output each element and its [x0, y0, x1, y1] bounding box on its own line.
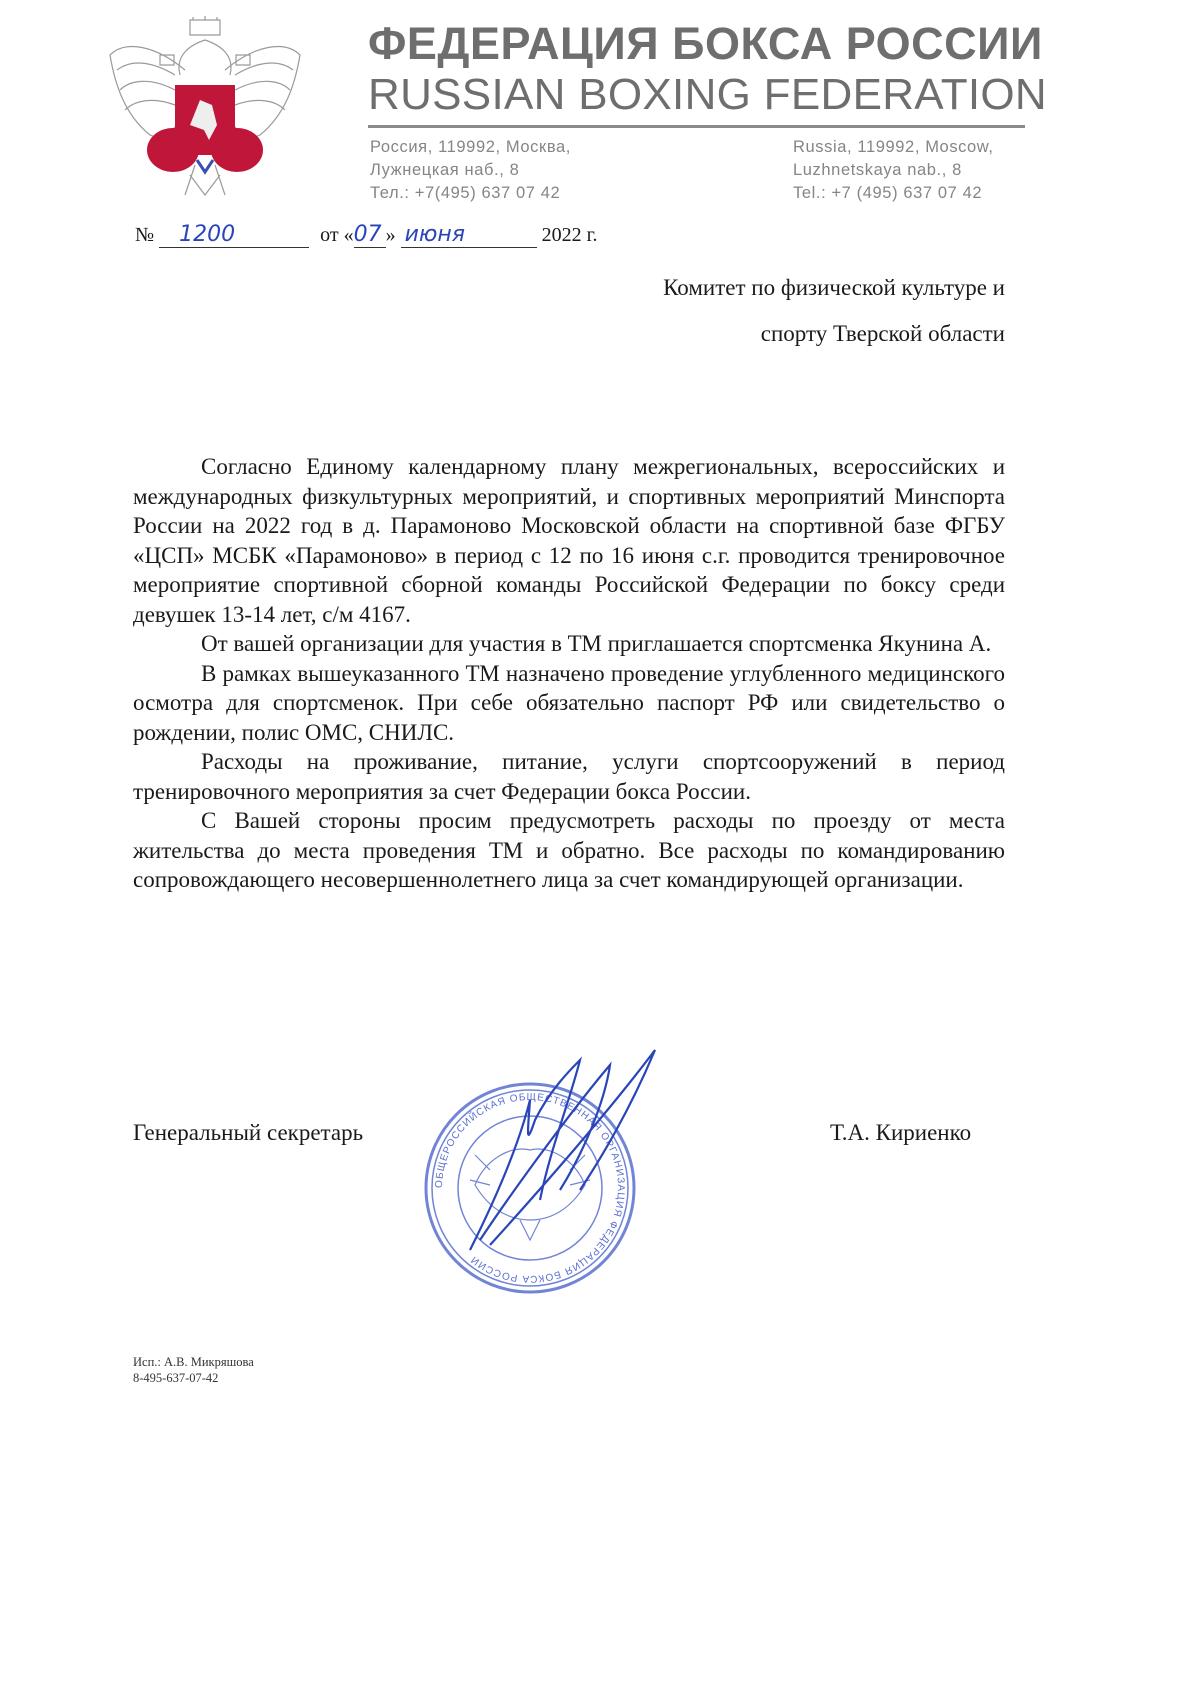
address-ru-line: Лужнецкая наб., 8 [370, 161, 520, 179]
letterhead-divider [368, 125, 1025, 128]
svg-text:ОБЩЕРОССИЙСКАЯ ОБЩЕСТВЕННАЯ ОР [434, 1092, 626, 1284]
quote-open: « [343, 224, 354, 246]
letter-year: 2022 г. [541, 224, 598, 246]
addressee-line: спорту Тверской области [760, 321, 1005, 346]
footer-executor [133, 1354, 254, 1386]
from-label: от [320, 224, 339, 246]
federation-title-en: RUSSIAN BOXING FEDERATION [368, 70, 1047, 119]
address-ru [370, 136, 571, 205]
federation-emblem-logo [105, 15, 305, 205]
quote-close: » [385, 224, 396, 246]
address-ru-line: Россия, 119992, Москва, [370, 138, 571, 156]
address-en-line: Russia, 119992, Moscow, [793, 138, 994, 156]
letter-number: 1200 [179, 222, 236, 247]
body-paragraph: Расходы на проживание, питание, услуги спортсооружений в период тренировочного мероприятия за счет Федерации бокса России. [133, 749, 1005, 804]
signer-name: Т.А. Кириенко [830, 1120, 972, 1145]
body-paragraph: От вашей организации для участия в ТМ приглашается спортсменка Якунина А. [201, 631, 992, 656]
letter-body [133, 452, 1005, 895]
address-ru-line: Тел.: +7(495) 637 07 42 [370, 184, 561, 202]
body-paragraph: В рамках вышеуказанного ТМ назначено проведение углубленного медицинского осмотра для спортсменок. При себе обязательно паспорт РФ или свидетельство о рождении, полис ОМС, СНИЛС. [133, 660, 1005, 745]
body-paragraph: Согласно Единому календарному плану межрегиональных, всероссийских и международных физкультурных мероприятий, и спортивных мероприятий Минспорта России на 2022 год в д. Парамоново Московской области на спортивной базе ФГБУ «ЦСП» МСБК «Парамоново» в период с 12 по 16 июня с.г. проводится тренировочное мероприятие спортивной сборной команды Российской Федерации по боксу среди девушек 13-14 лет, с/м 4167. [133, 454, 1005, 627]
letter-day: 07 [353, 222, 382, 247]
address-en [793, 136, 994, 205]
reference-line [135, 222, 598, 248]
federation-title-ru: ФЕДЕРАЦИЯ БОКСА РОССИИ [368, 18, 1043, 69]
number-label: № [135, 224, 155, 246]
signer-position: Генеральный секретарь [133, 1120, 364, 1145]
letter-month: июня [404, 222, 466, 247]
body-paragraph: С Вашей стороны просим предусмотреть расходы по проезду от места жительства до места проведения ТМ и обратно. Все расходы по командированию сопровождающего несовершеннолетнего лица за счет командирующей организации. [133, 808, 1005, 892]
address-en-line: Tel.: +7 (495) 637 07 42 [793, 184, 983, 202]
addressee-line: Комитет по физической культуре и [663, 275, 1005, 300]
address-en-line: Luzhnetskaya nab., 8 [793, 161, 962, 179]
stamp-text: ОБЩЕРОССИЙСКАЯ ОБЩЕСТВЕННАЯ ОРГАНИЗАЦИЯ ФЕДЕРАЦИЯ БОКСА РОССИИ [433, 1091, 627, 1285]
executor-name: Исп.: А.В. Микряшова [133, 1355, 254, 1369]
official-stamp-with-signature [410, 1040, 670, 1300]
executor-phone: 8-495-637-07-42 [133, 1371, 219, 1385]
